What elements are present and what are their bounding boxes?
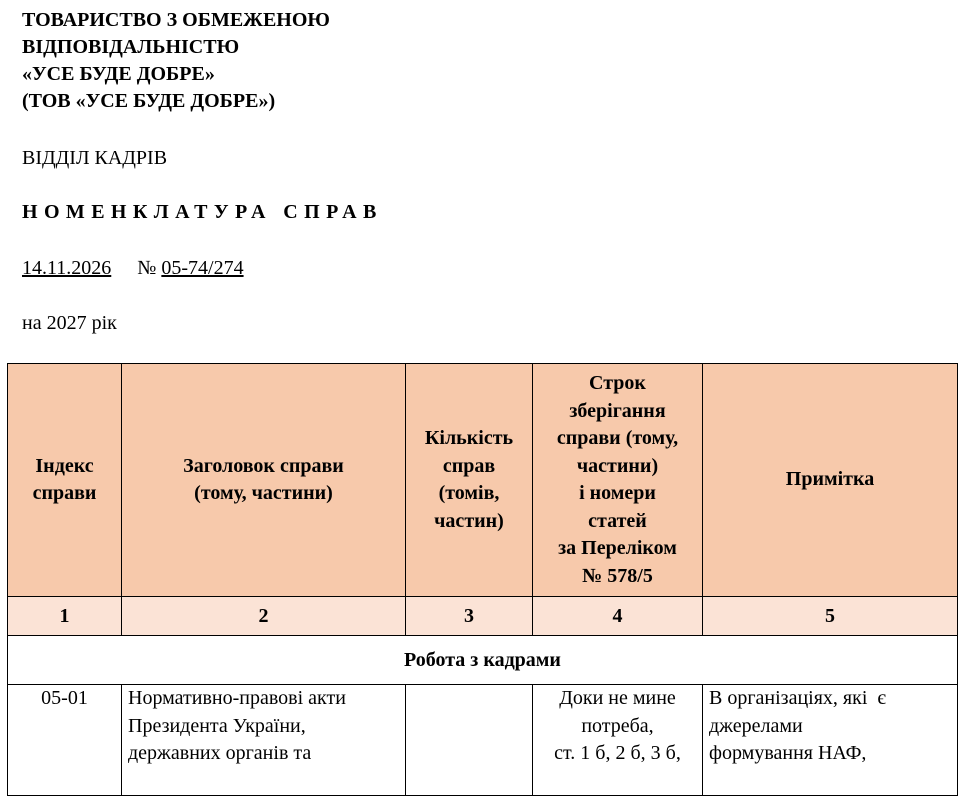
number-sign: №: [137, 257, 157, 279]
org-line: ТОВАРИСТВО З ОБМЕЖЕНОЮ: [22, 9, 330, 31]
section-row: [8, 636, 958, 685]
case-title: Нормативно-правові акти Президента України, державних органів та: [122, 685, 406, 796]
org-line: ВІДПОВІДАЛЬНІСТЮ: [22, 36, 240, 58]
case-index: 05-01: [8, 685, 122, 796]
table-header-row: [8, 364, 958, 597]
column-number-row: [8, 597, 958, 636]
document-title: НОМЕНКЛАТУРА СПРАВ: [22, 201, 383, 223]
document-number: 05-74/274: [161, 257, 244, 279]
date-number-line: [22, 256, 244, 280]
column-number: 2: [122, 597, 406, 636]
org-line: «УСЕ БУДЕ ДОБРЕ»: [22, 63, 215, 85]
header-count: Кількість справ (томів, частин): [406, 364, 533, 597]
column-number: 3: [406, 597, 533, 636]
column-number: 4: [533, 597, 703, 636]
section-title: Робота з кадрами: [8, 636, 958, 685]
org-line: (ТОВ «УСЕ БУДЕ ДОБРЕ»): [22, 90, 276, 112]
case-note: В організаціях, які є джерелами формування НАФ,: [703, 685, 958, 796]
header-index: Індекс справи: [8, 364, 122, 597]
document-date: 14.11.2026: [22, 257, 112, 279]
department-name: ВІДДІЛ КАДРІВ: [22, 147, 168, 169]
year-line: на 2027 рік: [22, 312, 117, 334]
header-title: Заголовок справи (тому, частини): [122, 364, 406, 597]
table-row: [8, 685, 958, 796]
case-retention-term: Доки не мине потреба, ст. 1 б, 2 б, 3 б,: [533, 685, 703, 796]
header-note: Примітка: [703, 364, 958, 597]
case-count: [406, 685, 533, 796]
column-number: 1: [8, 597, 122, 636]
column-number: 5: [703, 597, 958, 636]
organization-name: [22, 7, 330, 115]
header-term: Строк зберігання справи (тому, частини) і номери статей за Переліком № 578/5: [533, 364, 703, 597]
nomenclature-table: [7, 363, 958, 796]
